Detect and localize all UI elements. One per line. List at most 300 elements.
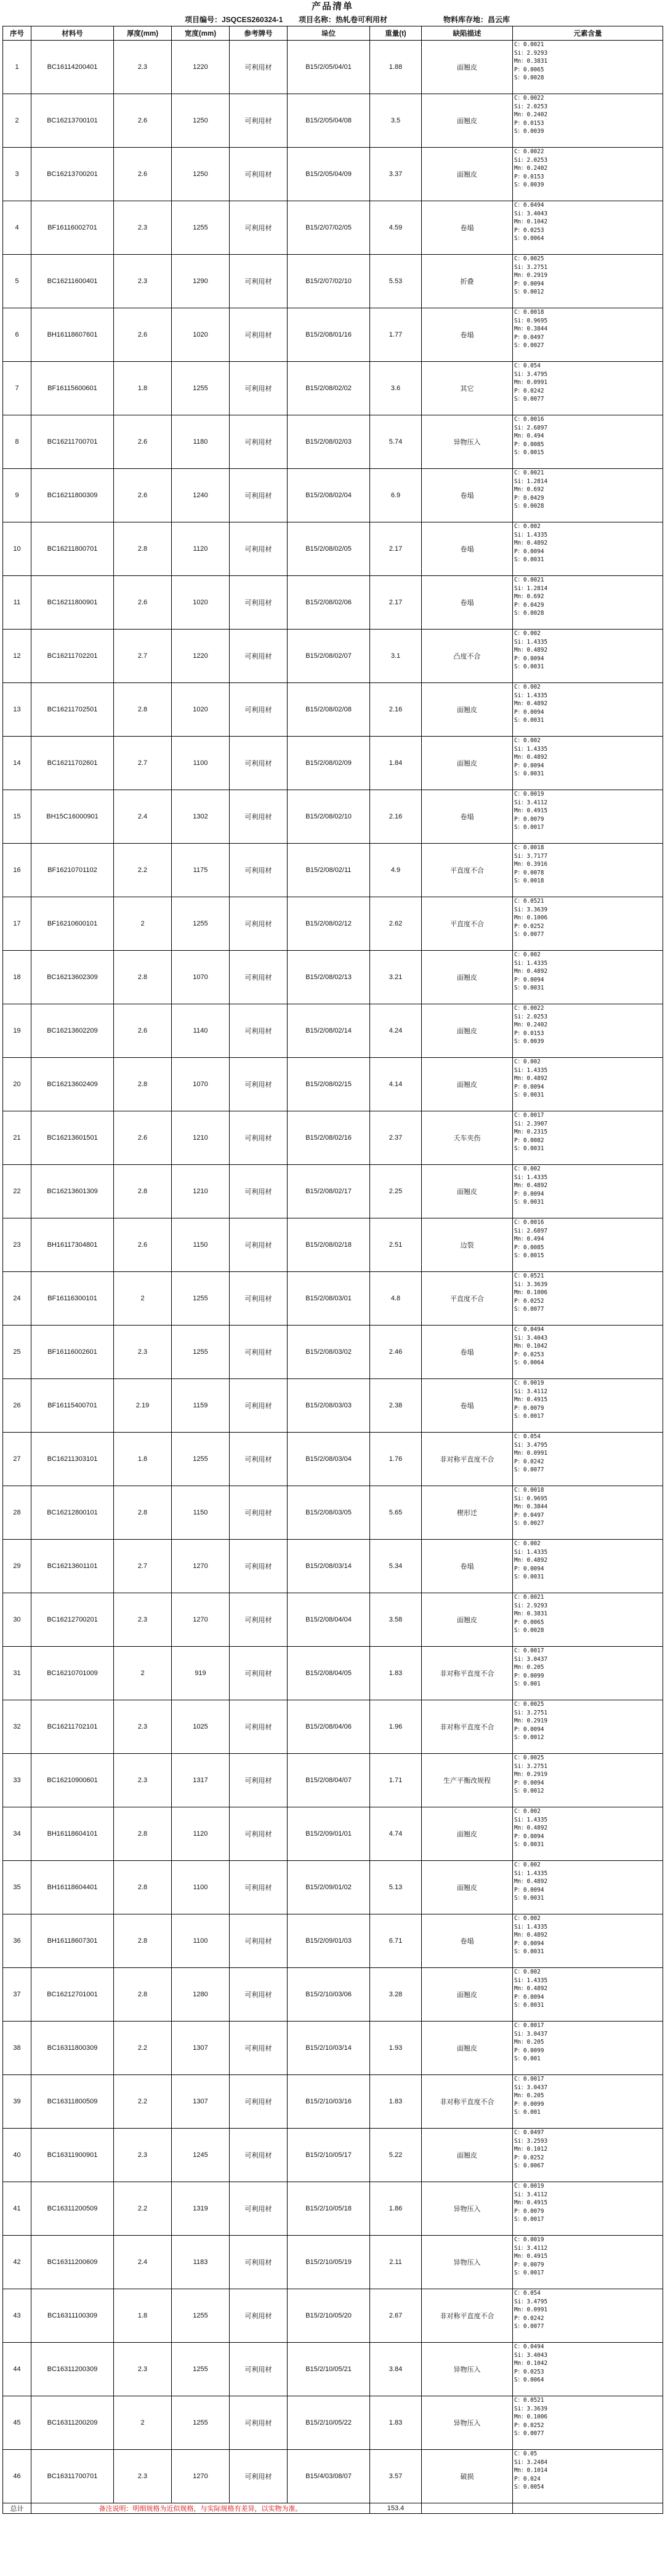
thickness: 2.2 [114,2075,172,2129]
defect: 楔形迁 [422,1486,513,1540]
thickness: 2.3 [114,2129,172,2182]
weight: 6.71 [370,1914,422,1968]
weight: 2.37 [370,1111,422,1165]
row-no: 34 [3,1807,31,1861]
width: 1175 [172,844,230,897]
material-no: BH16117304801 [31,1218,114,1272]
defect: 非对称平直度不合 [422,2075,513,2129]
thickness: 2.3 [114,201,172,255]
element-content: C：0.0494 Si：3.4043 Mn：0.1042 P：0.0253 S：0.0064 [513,1326,663,1379]
weight: 3.28 [370,1968,422,2022]
thickness: 2.3 [114,2450,172,2503]
location: B15/2/08/02/13 [288,951,370,1004]
location: B15/2/10/05/18 [288,2182,370,2236]
table-row [3,2343,663,2396]
width: 1255 [172,897,230,951]
weight: 5.74 [370,415,422,469]
weight: 4.8 [370,1272,422,1326]
weight: 5.13 [370,1861,422,1914]
width: 1255 [172,1433,230,1486]
element-content: C：0.0019 Si：3.4112 Mn：0.4915 P：0.0079 S：0.0017 [513,2236,663,2289]
page-title: 产品清单 [311,2,353,12]
total-row [3,2503,663,2514]
row-no: 46 [3,2450,31,2503]
header-elements: 元素含量 [513,26,663,41]
thickness: 1.8 [114,1433,172,1486]
row-no: 20 [3,1058,31,1111]
location: B15/2/08/02/18 [288,1218,370,1272]
thickness: 2.3 [114,1700,172,1754]
weight: 4.24 [370,1004,422,1058]
table-row [3,469,663,522]
header-weight: 重量(t) [370,26,422,41]
grade: 可利用材 [230,630,288,683]
width: 1255 [172,1326,230,1379]
row-no: 24 [3,1272,31,1326]
width: 1290 [172,255,230,308]
weight: 3.6 [370,362,422,415]
material-no: BC16311200309 [31,2343,114,2396]
element-content: C：0.0017 Si：3.0437 Mn：0.205 P：0.0099 S：0.001 [513,1647,663,1700]
grade: 可利用材 [230,1218,288,1272]
width: 1240 [172,469,230,522]
material-no: BH16118604401 [31,1861,114,1914]
grade: 可利用材 [230,1058,288,1111]
element-content: C：0.0022 Si：2.0253 Mn：0.2402 P：0.0153 S：0.0039 [513,94,663,148]
grade: 可利用材 [230,94,288,148]
grade: 可利用材 [230,897,288,951]
material-no: BF16116002601 [31,1326,114,1379]
thickness: 2 [114,1272,172,1326]
element-content: C：0.0025 Si：3.2751 Mn：0.2919 P：0.0094 S：0.0012 [513,255,663,308]
element-content: C：0.0018 Si：3.7177 Mn：0.3916 P：0.0078 S：0.0018 [513,844,663,897]
defect: 平直度不合 [422,1272,513,1326]
defect: 卷塌 [422,790,513,844]
defect: 面翘皮 [422,41,513,94]
row-no: 6 [3,308,31,362]
thickness: 2.7 [114,737,172,790]
weight: 6.9 [370,469,422,522]
row-no: 27 [3,1433,31,1486]
element-content: C：0.0019 Si：3.4112 Mn：0.4915 P：0.0079 S：0.0017 [513,2182,663,2236]
weight: 4.59 [370,201,422,255]
table-row [3,201,663,255]
table-row [3,1593,663,1647]
material-no: BC16211303101 [31,1433,114,1486]
table-row [3,148,663,201]
grade: 可利用材 [230,2182,288,2236]
defect: 面翘皮 [422,737,513,790]
element-content: C：0.002 Si：1.4335 Mn：0.4892 P：0.0094 S：0.0031 [513,1165,663,1218]
location: B15/2/08/02/06 [288,576,370,630]
table-row [3,362,663,415]
total-blank-elements [513,2503,663,2514]
element-content: C：0.002 Si：1.4335 Mn：0.4892 P：0.0094 S：0.0031 [513,630,663,683]
element-content: C：0.0521 Si：3.3639 Mn：0.1006 P：0.0252 S：0.0077 [513,2396,663,2450]
table-row [3,2022,663,2075]
defect: 折叠 [422,255,513,308]
location: B15/2/08/03/05 [288,1486,370,1540]
table-row [3,1861,663,1914]
project-name: 项目名称：热轧卷可利用材 [299,15,388,24]
width: 1150 [172,1218,230,1272]
width: 1255 [172,2396,230,2450]
grade: 可利用材 [230,362,288,415]
defect: 面翘皮 [422,1968,513,2022]
width: 1245 [172,2129,230,2182]
element-content: C：0.0019 Si：3.4112 Mn：0.4915 P：0.0079 S：0.0017 [513,1379,663,1433]
table-row [3,1004,663,1058]
grade: 可利用材 [230,2236,288,2289]
material-no: BC16212700201 [31,1593,114,1647]
thickness: 2.3 [114,1754,172,1807]
weight: 2.17 [370,522,422,576]
thickness: 2 [114,2396,172,2450]
table-row [3,2182,663,2236]
element-content: C：0.002 Si：1.4335 Mn：0.4892 P：0.0094 S：0.0031 [513,1058,663,1111]
defect: 面翘皮 [422,2022,513,2075]
material-no: BC16311200609 [31,2236,114,2289]
grade: 可利用材 [230,1754,288,1807]
thickness: 2.3 [114,41,172,94]
material-no: BC16311800309 [31,2022,114,2075]
row-no: 37 [3,1968,31,2022]
width: 1220 [172,41,230,94]
thickness: 2.6 [114,469,172,522]
location: B15/2/08/01/16 [288,308,370,362]
row-no: 32 [3,1700,31,1754]
width: 1150 [172,1486,230,1540]
table-row [3,576,663,630]
thickness: 2.3 [114,2343,172,2396]
location: B15/2/08/03/14 [288,1540,370,1593]
grade: 可利用材 [230,1861,288,1914]
total-blank-defect [422,2503,513,2514]
row-no: 21 [3,1111,31,1165]
remark-note: 备注说明：明细规格为近似规格，与实际规格有差异，以实物为准。 [31,2503,370,2514]
element-content: C：0.0016 Si：2.6897 Mn：0.494 P：0.0085 S：0.0015 [513,1218,663,1272]
defect: 面翘皮 [422,1004,513,1058]
width: 1070 [172,951,230,1004]
grade: 可利用材 [230,737,288,790]
thickness: 2 [114,897,172,951]
material-no: BC16211700701 [31,415,114,469]
grade: 可利用材 [230,576,288,630]
defect: 卷塌 [422,1914,513,1968]
grade: 可利用材 [230,683,288,737]
defect: 面翘皮 [422,1058,513,1111]
row-no: 23 [3,1218,31,1272]
location: B15/2/08/02/11 [288,844,370,897]
table-row [3,1914,663,1968]
table-row [3,790,663,844]
table-row [3,415,663,469]
defect: 平直度不合 [422,844,513,897]
row-no: 12 [3,630,31,683]
table-row [3,683,663,737]
thickness: 1.8 [114,362,172,415]
table-row [3,2129,663,2182]
material-no: BC16213602209 [31,1004,114,1058]
material-no: BC16211800901 [31,576,114,630]
weight: 1.71 [370,1754,422,1807]
grade: 可利用材 [230,1486,288,1540]
thickness: 2.8 [114,683,172,737]
thickness: 2.6 [114,1218,172,1272]
location: B15/2/05/04/08 [288,94,370,148]
element-content: C：0.0016 Si：2.6897 Mn：0.494 P：0.0085 S：0.0015 [513,415,663,469]
thickness: 2.8 [114,1968,172,2022]
table-row [3,1218,663,1272]
width: 1319 [172,2182,230,2236]
element-content: C：0.05 Si：3.2484 Mn：0.1014 P：0.024 S：0.0054 [513,2450,663,2503]
location: B15/2/08/02/12 [288,897,370,951]
location: B15/2/08/02/14 [288,1004,370,1058]
grade: 可利用材 [230,1272,288,1326]
material-no: BC16311700701 [31,2450,114,2503]
grade: 可利用材 [230,255,288,308]
material-no: BH16118607601 [31,308,114,362]
material-no: BC16213601501 [31,1111,114,1165]
grade: 可利用材 [230,1700,288,1754]
material-no: BC16212800101 [31,1486,114,1540]
row-no: 36 [3,1914,31,1968]
element-content: C：0.0521 Si：3.3639 Mn：0.1006 P：0.0252 S：0.0077 [513,897,663,951]
element-content: C：0.0017 Si：3.0437 Mn：0.205 P：0.0099 S：0.001 [513,2075,663,2129]
defect: 平直度不合 [422,897,513,951]
thickness: 2.2 [114,2182,172,2236]
grade: 可利用材 [230,2022,288,2075]
defect: 面翘皮 [422,1861,513,1914]
defect: 卷塌 [422,522,513,576]
element-content: C：0.0018 Si：0.9695 Mn：0.3844 P：0.0497 S：0.0027 [513,1486,663,1540]
width: 1220 [172,630,230,683]
row-no: 8 [3,415,31,469]
grade: 可利用材 [230,1165,288,1218]
location: B15/2/08/03/01 [288,1272,370,1326]
row-no: 33 [3,1754,31,1807]
weight: 5.34 [370,1540,422,1593]
defect: 异物压入 [422,415,513,469]
weight: 2.67 [370,2289,422,2343]
material-no: BC16213602309 [31,951,114,1004]
weight: 3.58 [370,1593,422,1647]
grade: 可利用材 [230,1433,288,1486]
element-content: C：0.0022 Si：2.0253 Mn：0.2402 P：0.0153 S：0.0039 [513,1004,663,1058]
material-no: BC16311200509 [31,2182,114,2236]
width: 1280 [172,1968,230,2022]
weight: 1.84 [370,737,422,790]
material-no: BC16211702501 [31,683,114,737]
element-content: C：0.0022 Si：2.0253 Mn：0.2402 P：0.0153 S：0.0039 [513,148,663,201]
material-no: BC16213700201 [31,148,114,201]
weight: 2.17 [370,576,422,630]
location: B15/2/08/03/02 [288,1326,370,1379]
table-row [3,1968,663,2022]
defect: 卷塌 [422,469,513,522]
grade: 可利用材 [230,2343,288,2396]
row-no: 26 [3,1379,31,1433]
grade: 可利用材 [230,1111,288,1165]
element-content: C：0.054 Si：3.4795 Mn：0.0991 P：0.0242 S：0.0077 [513,1433,663,1486]
grade: 可利用材 [230,951,288,1004]
grade: 可利用材 [230,415,288,469]
material-no: BF16116002701 [31,201,114,255]
row-no: 29 [3,1540,31,1593]
thickness: 2.4 [114,790,172,844]
weight: 1.88 [370,41,422,94]
material-no: BC16114200401 [31,41,114,94]
width: 1317 [172,1754,230,1807]
weight: 2.16 [370,790,422,844]
element-content: C：0.002 Si：1.4335 Mn：0.4892 P：0.0094 S：0.0031 [513,522,663,576]
header-location: 垛位 [288,26,370,41]
defect: 面翘皮 [422,94,513,148]
row-no: 42 [3,2236,31,2289]
element-content: C：0.0494 Si：3.4043 Mn：0.1042 P：0.0253 S：0.0064 [513,201,663,255]
width: 1302 [172,790,230,844]
table-row [3,2075,663,2129]
defect: 面翘皮 [422,1165,513,1218]
grade: 可利用材 [230,1807,288,1861]
thickness: 2.3 [114,1593,172,1647]
width: 1140 [172,1004,230,1058]
element-content: C：0.0025 Si：3.2751 Mn：0.2919 P：0.0094 S：0.0012 [513,1700,663,1754]
table-row [3,94,663,148]
header-defect: 缺陷描述 [422,26,513,41]
location: B15/2/08/02/07 [288,630,370,683]
grade: 可利用材 [230,844,288,897]
defect: 面翘皮 [422,683,513,737]
element-content: C：0.002 Si：1.4335 Mn：0.4892 P：0.0094 S：0.0031 [513,1861,663,1914]
location: B15/2/08/02/08 [288,683,370,737]
weight: 2.46 [370,1326,422,1379]
row-no: 45 [3,2396,31,2450]
table-row [3,522,663,576]
row-no: 14 [3,737,31,790]
width: 1210 [172,1165,230,1218]
row-no: 30 [3,1593,31,1647]
weight: 5.53 [370,255,422,308]
defect: 生产平衡改规程 [422,1754,513,1807]
row-no: 7 [3,362,31,415]
weight: 2.11 [370,2236,422,2289]
thickness: 2.8 [114,1914,172,1968]
weight: 2.62 [370,897,422,951]
grade: 可利用材 [230,201,288,255]
element-content: C：0.002 Si：1.4335 Mn：0.4892 P：0.0094 S：0.0031 [513,683,663,737]
weight: 1.76 [370,1433,422,1486]
table-row [3,1754,663,1807]
row-no: 9 [3,469,31,522]
weight: 3.84 [370,2343,422,2396]
defect: 卷塌 [422,1379,513,1433]
defect: 异物压入 [422,2343,513,2396]
row-no: 31 [3,1647,31,1700]
thickness: 2.4 [114,2236,172,2289]
location: B15/2/09/01/02 [288,1861,370,1914]
header-no: 序号 [3,26,31,41]
width: 1270 [172,1540,230,1593]
weight: 3.57 [370,2450,422,2503]
width: 1250 [172,94,230,148]
header-material-no: 材料号 [31,26,114,41]
weight: 1.83 [370,2396,422,2450]
defect: 面翘皮 [422,1593,513,1647]
location: B15/2/08/02/17 [288,1165,370,1218]
width: 1020 [172,308,230,362]
weight: 1.77 [370,308,422,362]
location: B15/2/08/02/15 [288,1058,370,1111]
grade: 可利用材 [230,790,288,844]
material-no: BH16118607301 [31,1914,114,1968]
width: 1270 [172,2450,230,2503]
thickness: 2.3 [114,255,172,308]
table-row [3,1272,663,1326]
table-row [3,41,663,94]
table-row [3,1807,663,1861]
defect: 异物压入 [422,2236,513,2289]
thickness: 2.6 [114,94,172,148]
element-content: C：0.0025 Si：3.2751 Mn：0.2919 P：0.0094 S：0.0012 [513,1754,663,1807]
grade: 可利用材 [230,2396,288,2450]
width: 1100 [172,1914,230,1968]
width: 1020 [172,576,230,630]
row-no: 1 [3,41,31,94]
table-row [3,308,663,362]
row-no: 39 [3,2075,31,2129]
width: 1120 [172,1807,230,1861]
table-row [3,1111,663,1165]
weight: 4.74 [370,1807,422,1861]
row-no: 35 [3,1861,31,1914]
table-row [3,844,663,897]
material-no: BC16211702201 [31,630,114,683]
material-no: BH15C16000901 [31,790,114,844]
element-content: C：0.0021 Si：2.9293 Mn：0.3831 P：0.0065 S：0.0028 [513,1593,663,1647]
element-content: C：0.0021 Si：1.2814 Mn：0.692 P：0.0429 S：0.0028 [513,576,663,630]
grade: 可利用材 [230,2129,288,2182]
defect: 夭车夹伤 [422,1111,513,1165]
table-row [3,951,663,1004]
thickness: 2.8 [114,1861,172,1914]
thickness: 2.6 [114,308,172,362]
weight: 5.65 [370,1486,422,1540]
material-no: BC16311100309 [31,2289,114,2343]
row-no: 13 [3,683,31,737]
defect: 面翘皮 [422,951,513,1004]
location: B15/2/08/04/06 [288,1700,370,1754]
location: B15/2/10/05/17 [288,2129,370,2182]
defect: 异物压入 [422,2396,513,2450]
location: B15/2/07/02/05 [288,201,370,255]
table-row [3,2236,663,2289]
table-row [3,897,663,951]
grade: 可利用材 [230,1914,288,1968]
width: 1120 [172,522,230,576]
width: 1255 [172,201,230,255]
table-row [3,2289,663,2343]
element-content: C：0.0017 Si：3.0437 Mn：0.205 P：0.0099 S：0.001 [513,2022,663,2075]
weight: 2.51 [370,1218,422,1272]
row-no: 44 [3,2343,31,2396]
location: B15/2/08/03/04 [288,1433,370,1486]
defect: 卷塌 [422,308,513,362]
grade: 可利用材 [230,1326,288,1379]
row-no: 41 [3,2182,31,2236]
material-no: BC16211800701 [31,522,114,576]
weight: 5.22 [370,2129,422,2182]
